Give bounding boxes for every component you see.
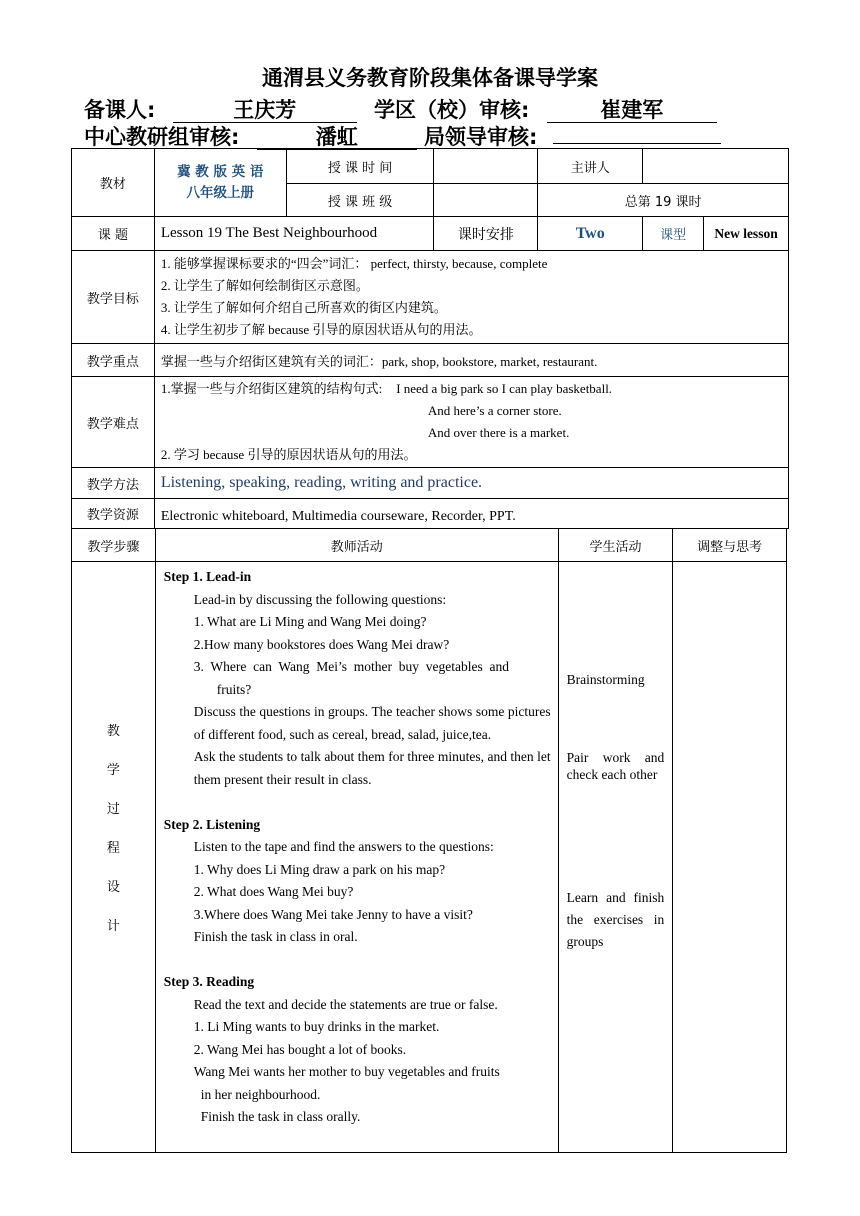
procedure-table	[71, 528, 787, 1153]
step-2-q3: 3.Where does Wang Mei take Jenny to have a visit?	[193, 906, 473, 922]
step-3-q1: 1. Li Ming wants to buy drinks in the market.	[193, 1019, 440, 1034]
step-1-discussion: Discuss the questions in groups. The teacher shows some pictures of different food, such as cereal, bread, salad, juice,tea.	[193, 704, 551, 742]
student-activities	[558, 562, 673, 1153]
teacher-activities	[155, 562, 558, 1153]
step-3-q3-cont: in her neighbourhood.	[200, 1086, 321, 1102]
adjust-header: 调整与思考	[673, 529, 787, 562]
time-value	[434, 149, 538, 184]
objective-item: 1. 能够掌握课标要求的“四会”词汇： perfect, thirsty, because, complete	[160, 256, 548, 271]
process-design-label: 教 学 过 程 设 计	[72, 562, 156, 1153]
lesson-info-table	[71, 148, 789, 529]
speaker-label: 主讲人	[538, 149, 643, 184]
center-reviewer: 潘虹	[257, 125, 417, 150]
textbook-label: 教材	[72, 149, 155, 217]
objective-item: 2. 让学生了解如何绘制街区示意图。	[160, 278, 369, 293]
header-line-2	[84, 121, 721, 151]
difficulty-label: 教学难点	[72, 377, 155, 468]
page-title: 通渭县义务教育阶段集体备课导学案	[262, 66, 598, 90]
step-1-q2: 2.How many bookstores does Wang Mei draw?	[193, 636, 450, 652]
step-1-title: Step 1. Lead-in	[163, 569, 252, 584]
step-3-intro: Read the text and decide the statements are true or false.	[193, 996, 498, 1012]
step-3-end: Finish the task in class orally.	[200, 1109, 361, 1124]
topic-value: Lesson 19 The Best Neighbourhood	[154, 217, 434, 251]
steps-header: 教学步骤	[72, 529, 156, 562]
student-activity-2: Pair work and check each other	[566, 750, 665, 782]
difficulty-item-2: 2. 学习 because 引导的原因状语从句的用法。	[160, 447, 417, 462]
speaker-value	[643, 149, 789, 184]
preparer-label: 备课人:	[84, 98, 156, 122]
center-label: 中心教研组审核:	[84, 125, 240, 149]
preparer-name: 王庆芳	[173, 98, 357, 123]
step-2-title: Step 2. Listening	[163, 816, 261, 832]
time-label: 授 课 时 间	[286, 149, 434, 184]
step-2-q2: 2. What does Wang Mei buy?	[193, 884, 354, 899]
topic-label: 课 题	[72, 217, 155, 251]
resources-text: Electronic whiteboard, Multimedia courseware, Recorder, PPT.	[154, 499, 788, 529]
schedule-value: Two	[538, 217, 643, 251]
student-activity-1: Brainstorming	[566, 672, 645, 687]
method-label: 教学方法	[72, 468, 155, 499]
step-2-end: Finish the task in class in oral.	[193, 929, 358, 944]
difficulty-content	[154, 377, 788, 468]
district-reviewer: 崔建军	[547, 98, 717, 123]
step-3-title: Step 3. Reading	[163, 974, 255, 989]
difficulty-sentence-1: I need a big park so I can play basketball.	[396, 381, 613, 396]
objectives-label: 教学目标	[72, 251, 155, 344]
difficulty-sentence-2: And here’s a corner store.	[427, 403, 562, 418]
type-label: 课型	[643, 217, 704, 251]
adjust-notes	[673, 562, 787, 1153]
difficulty-intro: 1.掌握一些与介绍街区建筑的结构句式:	[160, 381, 383, 396]
objective-item: 4. 让学生初步了解 because 引导的原因状语从句的用法。	[160, 322, 482, 337]
step-3-q2: 2. Wang Mei has bought a lot of books.	[193, 1041, 407, 1057]
bureau-reviewer	[553, 143, 721, 144]
class-value	[434, 184, 538, 217]
type-value: New lesson	[704, 217, 789, 251]
step-1-q1: 1. What are Li Ming and Wang Mei doing?	[193, 614, 427, 629]
header-line-1	[84, 94, 717, 124]
total-lesson: 总第 19 课时	[538, 184, 789, 217]
student-header: 学生活动	[558, 529, 673, 562]
objective-item: 3. 让学生了解如何介绍自己所喜欢的街区内建筑。	[160, 300, 447, 315]
student-activity-3: Learn and finish the exercises in groups	[566, 890, 665, 949]
textbook-value: 冀 教 版 英 语 八年级上册	[154, 149, 286, 217]
step-2-intro: Listen to the tape and find the answers to the questions:	[193, 839, 494, 854]
teacher-header: 教师活动	[155, 529, 558, 562]
district-label: 学区（校）审核:	[374, 98, 530, 122]
step-1-q3: 3. Where can Wang Mei’s mother buy vegetables and	[193, 659, 509, 674]
schedule-label: 课时安排	[434, 217, 538, 251]
focus-text: 掌握一些与介绍街区建筑有关的词汇：park, shop, bookstore, market, restaurant.	[154, 344, 788, 377]
difficulty-sentence-3: And over there is a market.	[427, 425, 570, 440]
resources-label: 教学资源	[72, 499, 155, 529]
method-text: Listening, speaking, reading, writing and practice.	[154, 468, 788, 499]
class-label: 授 课 班 级	[286, 184, 434, 217]
focus-label: 教学重点	[72, 344, 155, 377]
step-2-q1: 1. Why does Li Ming draw a park on his map?	[193, 861, 446, 877]
step-1-intro: Lead-in by discussing the following questions:	[193, 591, 447, 607]
step-1-q3-cont: fruits?	[216, 681, 252, 697]
bureau-label: 局领导审核:	[424, 125, 538, 149]
objectives-list	[154, 251, 788, 344]
step-1-present: Ask the students to talk about them for three minutes, and then let them present their result in class.	[193, 749, 551, 787]
step-3-q3: Wang Mei wants her mother to buy vegetables and fruits	[193, 1064, 500, 1079]
